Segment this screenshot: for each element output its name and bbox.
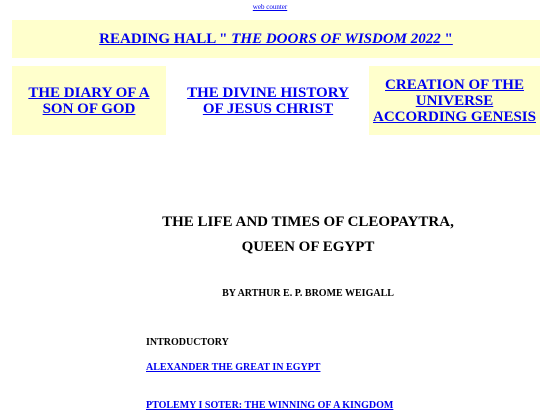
nav-cell-divine-history — [174, 66, 362, 135]
banner-prefix: READING HALL " — [99, 30, 228, 47]
toc-introductory: INTRODUCTORY — [146, 337, 229, 348]
reading-hall-link[interactable] — [99, 31, 453, 48]
reading-hall-banner — [12, 20, 540, 58]
nav-cell-creation — [369, 66, 540, 135]
toc-link-alexander[interactable]: ALEXANDER THE GREAT IN EGYPT — [146, 362, 321, 373]
toc-link-ptolemy[interactable]: PTOLEMY I SOTER: THE WINNING OF A KINGDOM — [146, 400, 394, 411]
banner-italic-title: THE DOORS OF WISDOM 2022 — [227, 30, 445, 47]
nav-link-diary-son-of-god[interactable]: THE DIARY OF A SON OF GOD — [28, 84, 150, 117]
nav-cell-diary — [12, 66, 166, 135]
banner-suffix: " — [444, 30, 453, 47]
nav-link-creation-genesis[interactable]: CREATION OF THE UNIVERSE ACCORDING GENESIS — [373, 76, 536, 125]
book-author: BY ARTHUR E. P. BROME WEIGALL — [222, 288, 394, 299]
web-counter[interactable] — [0, 3, 540, 12]
web-counter-image-link[interactable]: web counter — [252, 3, 288, 11]
book-title-line-2: QUEEN OF EGYPT — [241, 239, 375, 255]
nav-link-divine-history[interactable]: THE DIVINE HISTORY OF JESUS CHRIST — [187, 84, 349, 117]
book-title-line-1: THE LIFE AND TIMES OF CLEOPAYTRA, — [162, 214, 454, 230]
